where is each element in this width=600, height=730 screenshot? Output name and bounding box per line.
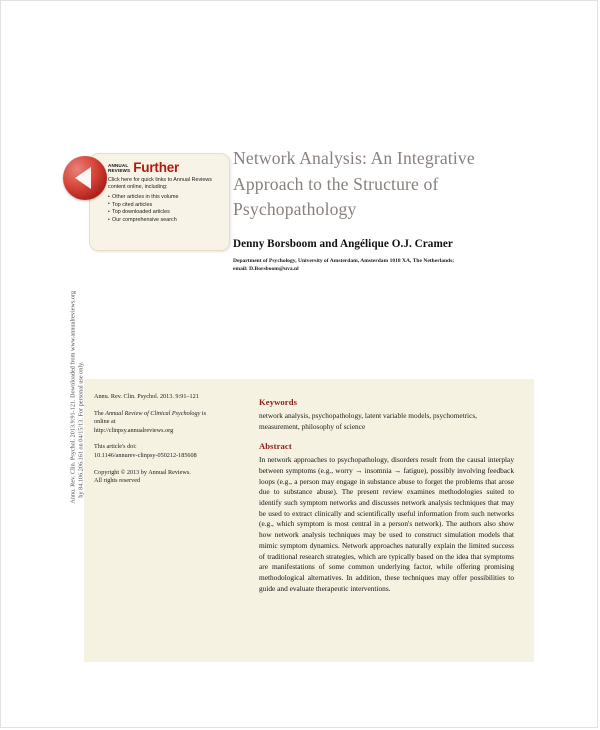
play-triangle-icon[interactable] — [63, 156, 107, 200]
journal-online-block — [94, 410, 222, 436]
doi-value[interactable]: 10.1146/annurev-clinpsy-050212-185608 — [94, 451, 197, 459]
journal-online-prefix: The — [94, 409, 106, 417]
journal-online-line — [94, 410, 222, 427]
list-item[interactable]: • Top downloaded articles — [108, 209, 225, 217]
annual-reviews-wordmark — [108, 163, 130, 174]
affiliation-line-1: Department of Psychology, University of Amsterdam, Amsterdam 1018 XA, The Netherlands; — [233, 258, 455, 264]
doi-label: This article's doi: — [94, 443, 137, 451]
further-badge-lede: Click here for quick links to Annual Reviews content online, including: — [108, 176, 212, 190]
list-item[interactable]: • Top cited articles — [108, 202, 225, 210]
wordmark-line-1: ANNUAL — [108, 163, 129, 169]
article-metadata-column — [94, 393, 222, 486]
journal-url[interactable]: http://clinpsy.annualreviews.org — [94, 426, 174, 434]
further-label: Further — [133, 160, 180, 175]
journal-name: Annual Review of Clinical Psychology — [105, 409, 201, 417]
copyright-line-2: All rights reserved — [94, 477, 141, 485]
doi-block — [94, 443, 222, 460]
list-item[interactable]: • Other articles in this volume — [108, 194, 225, 202]
copyright-block — [94, 469, 222, 486]
download-notice-line-2: by 84.106.206.161 on 04/15/13. For personal use only. — [78, 361, 84, 498]
triangle-glyph — [75, 167, 91, 189]
download-notice-line-1: Annu. Rev. Clin. Psychol. 2013.9:91-121. Downloaded from www.annualreviews.org — [70, 290, 77, 504]
keywords-text: network analysis, psychopathology, latent variable models, psychometrics, measurement, philosophy of science — [259, 411, 477, 431]
author-affiliation — [233, 257, 533, 274]
journal-online-suffix: is online at — [94, 409, 207, 426]
affiliation-line-2: email: D.Borsboom@uva.nl — [233, 266, 299, 273]
page-title: Network Analysis: An Integrative Approach to the Structure of Psychopathology — [233, 148, 475, 219]
list-item[interactable]: • Our comprehensive search — [108, 217, 225, 225]
further-badge-link-list — [108, 194, 225, 224]
download-notice-vertical — [70, 174, 85, 504]
keywords-heading: Keywords — [259, 397, 298, 407]
annual-reviews-further-badge[interactable] — [89, 153, 230, 251]
abstract-heading: Abstract — [259, 441, 292, 452]
abstract-text: In network approaches to psychopathology, disorders result from the causal interplay between symptoms (e.g., worry → insomnia → fatigue), possibly involving feedback loops (e.g., a person may engage in substance abuse to forget the problems that arose due to substance abuse). The present review examines methodologies suited to identify such symptom networks and discusses network analysis techniques that may be used to extract clinically and scientifically useful information from such networks (e.g., which symptom is most central in a person's network). The authors also show how network analysis techniques may be used to construct simulation models that mimic symptom dynamics. Network approaches naturally explain the limited success of traditional research strategies, which are typically based on the idea that symptoms are manifestations of some common underlying factor, while offering promising methodological alternatives. In addition, these techniques may offer possibilities to guide and evaluate therapeutic interventions. — [259, 455, 514, 593]
copyright-line-1: Copyright © 2013 by Annual Reviews. — [94, 468, 191, 476]
citation-block — [94, 393, 222, 402]
further-badge-header — [108, 161, 225, 175]
citation-text: Annu. Rev. Clin. Psychol. 2013. 9:91–121 — [94, 393, 199, 400]
abstract-column — [259, 397, 514, 594]
wordmark-line-2: REVIEWS — [108, 168, 131, 174]
author-list: Denny Borsboom and Angélique O.J. Cramer — [233, 238, 453, 250]
further-badge-content — [108, 161, 225, 224]
